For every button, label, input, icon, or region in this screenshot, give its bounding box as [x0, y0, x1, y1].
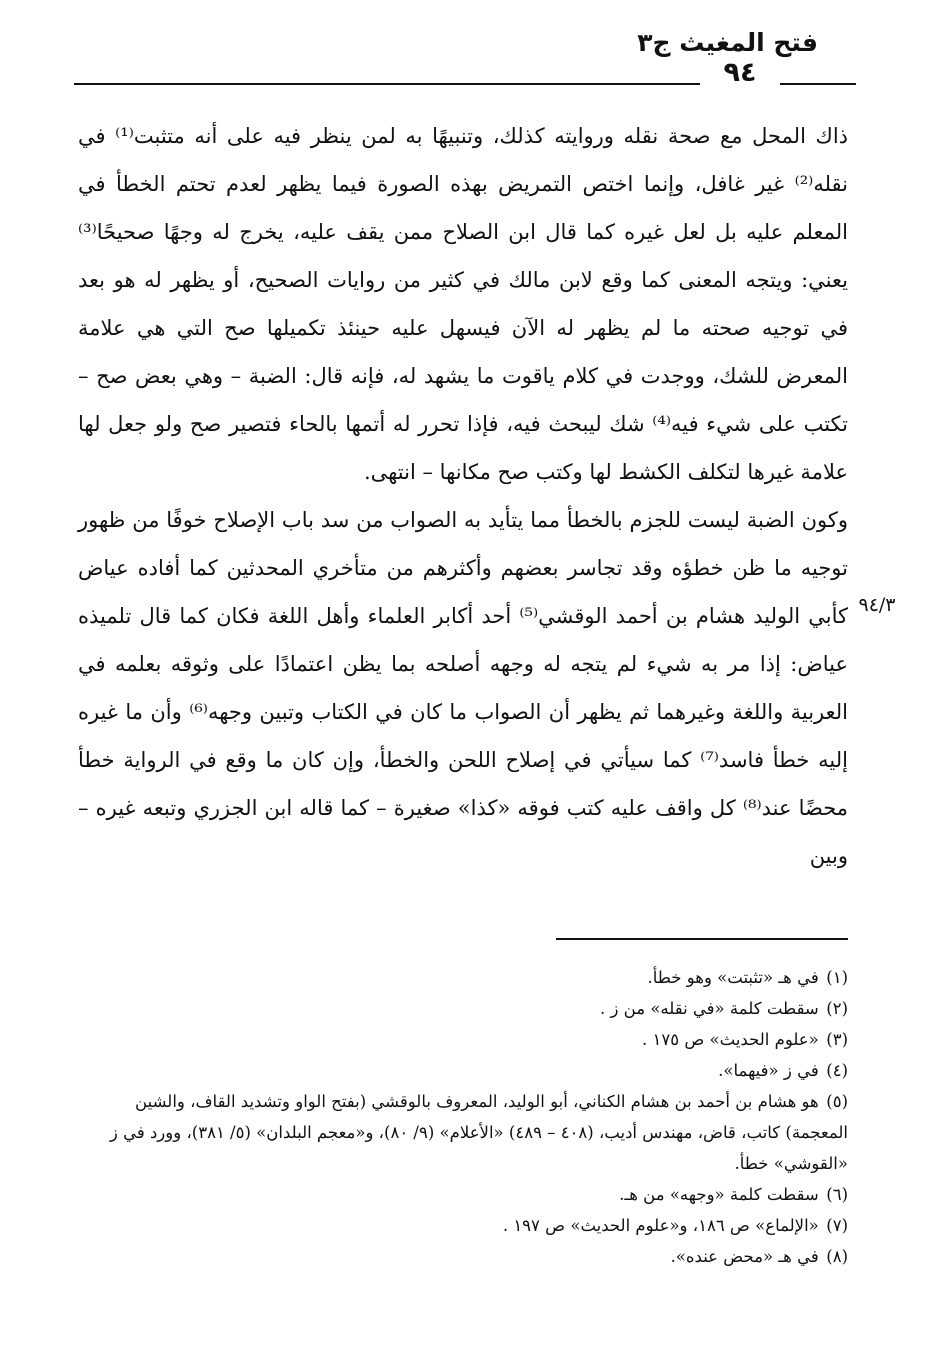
- footnote-text: في هـ «تثبتت» وهو خطأ.: [647, 968, 819, 987]
- footnote-number: (٦): [826, 1185, 848, 1204]
- footnotes: [78, 962, 848, 1272]
- footnote-text: في ز «فيهما».: [718, 1061, 819, 1080]
- footnote-separator: [556, 938, 848, 940]
- page-number: ٩٤: [700, 57, 780, 88]
- footnote-number: (٧): [826, 1216, 848, 1235]
- running-header-title: فتح المغيث ج٣: [637, 28, 818, 57]
- footnote-4: [78, 1055, 848, 1086]
- paragraph-2: وكون الضبة ليست للجزم بالخطأ مما يتأيد به الصواب من سد باب الإصلاح خوفًا من ظهور توجيه ما ظن خطؤه وقد تجاسر بعضهم وأكثرهم من متأخري المحدثين كما أفاده عياض كأبي الوليد هشام بن أحمد الوقشي⁽⁵⁾ أحد أكابر العلماء وأهل اللغة فكان كما قال تلميذه عياض: إذا مر به شيء لم يتجه له وجهه أصلحه بما يظن اعتمادًا على وثوقه بعلمه في العربية واللغة وغيرهما ثم يظهر أن الصواب ما كان في الكتاب وتبين وجهه⁽⁶⁾ وأن ما غيره إليه خطأ فاسد⁽⁷⁾ كما سيأتي في إصلاح اللحن والخطأ، وإن كان ما وقع في الرواية خطأ محضًا عند⁽⁸⁾ كل واقف عليه كتب فوقه «كذا» صغيرة – كما قاله ابن الجزري وتبعه غيره – وبين: [78, 508, 849, 868]
- footnote-text: «علوم الحديث» ص ١٧٥ .: [642, 1030, 819, 1049]
- footnote-text: في هـ «محض عنده».: [670, 1247, 819, 1266]
- footnote-text: «الإلماع» ص ١٨٦، و«علوم الحديث» ص ١٩٧ .: [502, 1216, 819, 1235]
- margin-page-reference: ٩٤/٣: [858, 594, 896, 616]
- footnote-number: (٥): [826, 1092, 848, 1111]
- footnote-text: سقطت كلمة «وجهه» من هـ.: [619, 1185, 819, 1204]
- footnote-3: [78, 1024, 848, 1055]
- footnote-6: [78, 1179, 848, 1210]
- paragraph-1: ذاك المحل مع صحة نقله وروايته كذلك، وتنبيهًا به لمن ينظر فيه على أنه متثبت⁽¹⁾ في نقله⁽²⁾ غير غافل، وإنما اختص التمريض بهذه الصورة فيما يظهر لعدم تحتم الخطأ في المعلم عليه بل لعل غيره كما قال ابن الصلاح ممن يقف عليه، يخرج له وجهًا صحيحًا⁽³⁾ يعني: ويتجه المعنى كما وقع لابن مالك في كثير من روايات الصحيح، أو يظهر له هو بعد في توجيه صحته ما لم يظهر له الآن فيسهل عليه حينئذ تكميلها صح التي هي علامة المعرض للشك، ووجدت في كلام ياقوت ما يشهد له، فإنه قال: الضبة – وهي بعض صح – تكتب على شيء فيه⁽⁴⁾ شك ليبحث فيه، فإذا تحرر له أتمها بالحاء فتصير صح ولو جعل لها علامة غيرها لتكلف الكشط لها وكتب صح مكانها – انتهى.: [78, 124, 849, 484]
- footnote-number: (٨): [826, 1247, 848, 1266]
- footnote-8: [78, 1241, 848, 1272]
- footnote-number: (٢): [826, 999, 848, 1018]
- footnote-1: [78, 962, 848, 993]
- main-text: [78, 112, 848, 880]
- footnote-2: [78, 993, 848, 1024]
- footnote-7: [78, 1210, 848, 1241]
- footnote-text: هو هشام بن أحمد بن هشام الكناني، أبو الوليد، المعروف بالوقشي (بفتح الواو وتشديد القاف، والشين المعجمة) كاتب، قاض، مهندس أديب، (٤٠٨ – ٤٨٩) «الأعلام» (٩/ ٨٠)، و«معجم البلدان» (٥/ ٣٨١)، وورد في ز «القوشي» خطأ.: [109, 1092, 848, 1173]
- footnote-number: (٤): [826, 1061, 848, 1080]
- footnote-5: [78, 1086, 848, 1179]
- footnote-text: سقطت كلمة «في نقله» من ز .: [599, 999, 819, 1018]
- footnote-number: (٣): [826, 1030, 848, 1049]
- footnote-number: (١): [826, 968, 848, 987]
